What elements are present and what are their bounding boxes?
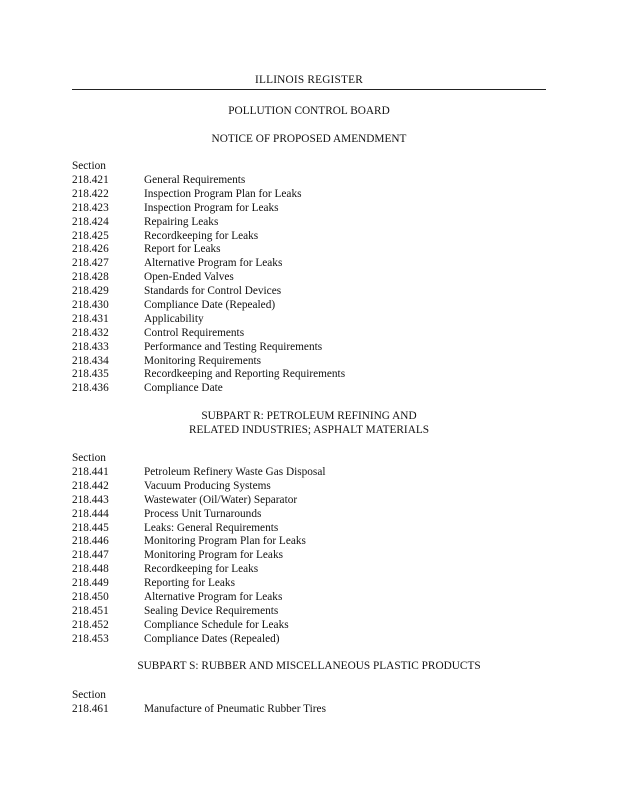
section-number: 218.441	[72, 466, 109, 478]
section-title: Manufacture of Pneumatic Rubber Tires	[144, 703, 326, 715]
section-title: Reporting for Leaks	[144, 577, 235, 590]
section-title: Open-Ended Valves	[144, 271, 234, 284]
toc-row	[72, 703, 326, 717]
section-title: Compliance Dates (Repealed)	[144, 632, 280, 645]
toc-row	[72, 577, 325, 591]
section-label: Section	[72, 160, 106, 172]
toc-row	[72, 522, 325, 536]
toc-row	[72, 243, 345, 257]
section-number: 218.436	[72, 382, 109, 395]
section-number: 218.422	[72, 187, 109, 200]
section-title: Monitoring Requirements	[144, 354, 262, 367]
section-number: 218.431	[72, 312, 109, 325]
toc-row	[72, 466, 325, 480]
section-title: Process Unit Turnarounds	[144, 507, 262, 520]
section-number: 218.421	[72, 174, 109, 186]
section-title: Leaks: General Requirements	[144, 521, 279, 534]
toc-row	[72, 327, 345, 341]
section-title: Inspection Program for Leaks	[144, 201, 279, 214]
section-number: 218.434	[72, 354, 109, 367]
toc-row	[72, 591, 325, 605]
section-title: Alternative Program for Leaks	[144, 257, 283, 270]
toc-row	[72, 355, 345, 369]
subpart-r-heading-line1: SUBPART R: PETROLEUM REFINING AND	[201, 410, 417, 422]
toc-row	[72, 341, 345, 355]
section-number: 218.452	[72, 618, 109, 631]
toc-row	[72, 285, 345, 299]
section-title: Control Requirements	[144, 326, 245, 339]
toc-row	[72, 619, 325, 633]
section-number: 218.432	[72, 326, 109, 339]
section-number: 218.426	[72, 243, 109, 256]
toc-row	[72, 313, 345, 327]
toc-row	[72, 271, 345, 285]
toc-row	[72, 230, 345, 244]
register-title: ILLINOIS REGISTER	[255, 74, 363, 86]
subpart-r-heading-line2: RELATED INDUSTRIES; ASPHALT MATERIALS	[188, 424, 430, 436]
section-title: Monitoring Program for Leaks	[144, 549, 283, 562]
toc-row	[72, 605, 325, 619]
toc-row	[72, 494, 325, 508]
section-title: Applicability	[144, 312, 204, 325]
toc-row	[72, 188, 345, 202]
section-title: Recordkeeping and Reporting Requirements	[144, 368, 346, 381]
section-title: Report for Leaks	[144, 243, 221, 256]
section-title: Petroleum Refinery Waste Gas Disposal	[144, 466, 326, 478]
section-number: 218.449	[72, 577, 109, 590]
toc-row	[72, 633, 325, 647]
toc-row	[72, 216, 345, 230]
section-title: Vacuum Producing Systems	[144, 479, 271, 492]
board-heading: POLLUTION CONTROL BOARD	[228, 105, 390, 117]
toc-row	[72, 563, 325, 577]
toc-row	[72, 480, 325, 494]
toc-row	[72, 174, 345, 188]
section-number: 218.427	[72, 257, 109, 270]
section-number: 218.433	[72, 340, 109, 353]
section-title: Repairing Leaks	[144, 215, 219, 228]
section-number: 218.445	[72, 521, 109, 534]
section-label: Section	[72, 689, 106, 701]
toc-row	[72, 202, 345, 216]
subpart-s-heading: SUBPART S: RUBBER AND MISCELLANEOUS PLASTIC PRODUCTS	[137, 660, 481, 672]
section-number: 218.428	[72, 271, 109, 284]
section-number: 218.444	[72, 507, 109, 520]
notice-heading: NOTICE OF PROPOSED AMENDMENT	[211, 133, 407, 145]
section-title: Performance and Testing Requirements	[144, 340, 323, 353]
section-number: 218.447	[72, 549, 109, 562]
section-title: Recordkeeping for Leaks	[144, 563, 259, 576]
section-title: Inspection Program Plan for Leaks	[144, 187, 302, 200]
section-title: Compliance Schedule for Leaks	[144, 618, 289, 631]
toc-row	[72, 549, 325, 563]
section-number: 218.443	[72, 493, 109, 506]
section-title: General Requirements	[144, 174, 246, 186]
section-title: Monitoring Program Plan for Leaks	[144, 535, 306, 548]
toc-row	[72, 508, 325, 522]
section-number: 218.461	[72, 703, 109, 715]
section-title: Compliance Date	[144, 382, 223, 395]
section-list	[72, 466, 325, 647]
section-number: 218.425	[72, 229, 109, 242]
section-title: Recordkeeping for Leaks	[144, 229, 259, 242]
section-title: Standards for Control Devices	[144, 285, 282, 298]
section-list	[72, 174, 345, 396]
section-title: Sealing Device Requirements	[144, 604, 279, 617]
section-title: Alternative Program for Leaks	[144, 591, 283, 604]
toc-row	[72, 257, 345, 271]
section-number: 218.429	[72, 285, 109, 298]
section-number: 218.435	[72, 368, 109, 381]
section-list	[72, 703, 326, 717]
toc-row	[72, 368, 345, 382]
section-number: 218.446	[72, 535, 109, 548]
toc-row	[72, 535, 325, 549]
section-title: Compliance Date (Repealed)	[144, 299, 276, 312]
toc-row	[72, 299, 345, 313]
section-number: 218.451	[72, 604, 109, 617]
section-number: 218.423	[72, 201, 109, 214]
header-rule	[72, 89, 546, 90]
section-number: 218.442	[72, 479, 109, 492]
section-number: 218.424	[72, 215, 109, 228]
section-title: Wastewater (Oil/Water) Separator	[144, 493, 298, 506]
toc-row	[72, 382, 345, 396]
section-number: 218.430	[72, 299, 109, 312]
section-number: 218.453	[72, 632, 109, 645]
section-number: 218.448	[72, 563, 109, 576]
section-number: 218.450	[72, 591, 109, 604]
section-label: Section	[72, 452, 106, 464]
